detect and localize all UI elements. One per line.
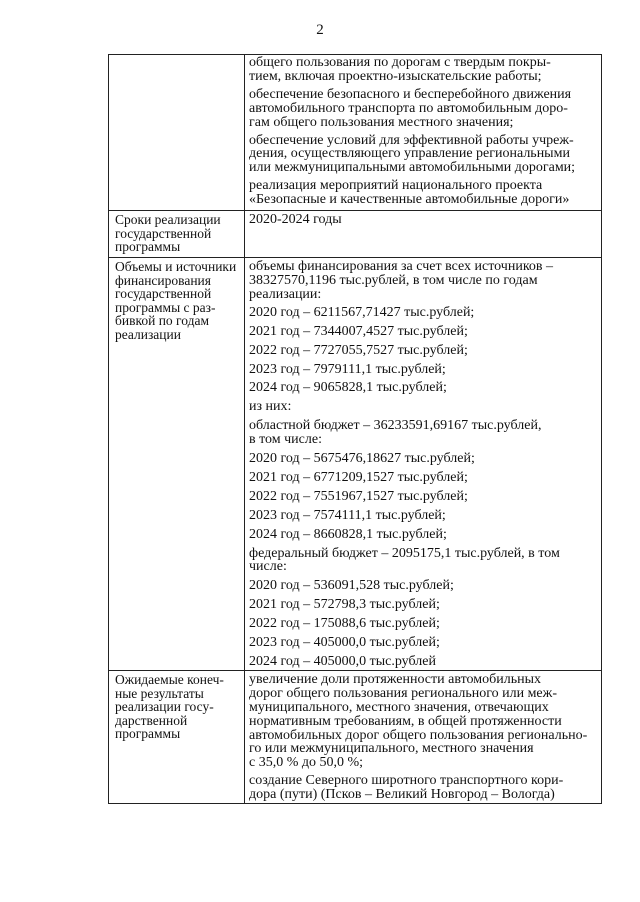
result-item: увеличение доли протяженности автомобильных дорог общего пользования регионального или меж- муниципального, местного значения, отвечающих нормативным требованиям, в общей протяженности автомобильных дорог общего пользования регионально- го или межмуниципального, местного значения с 35,0 % до 50,0 %; <box>249 671 588 771</box>
regional-year-line: 2024 год – 8660828,1 тыс.рублей; <box>249 526 447 542</box>
goal-item: обеспечение условий для эффективной работы учреж- дения, осуществляющего управление региональными или межмуниципальными автомобильными дорогами; <box>249 132 576 176</box>
regional-year-line: 2023 год – 7574111,1 тыс.рублей; <box>249 507 446 523</box>
regional-year-line: 2020 год – 5675476,18627 тыс.рублей; <box>249 451 475 467</box>
goal-item: общего пользования по дорогам с твердым покры- тием, включая проектно-изыскательские работы; <box>249 55 551 84</box>
regional-year-line: 2021 год – 6771209,1527 тыс.рублей; <box>249 469 468 485</box>
federal-year-line: 2024 год – 405000,0 тыс.рублей <box>249 654 436 669</box>
regional-budget-intro: областной бюджет – 36233591,69167 тыс.рублей, в том числе: <box>249 418 542 448</box>
period-value: 2020-2024 годы <box>249 212 342 228</box>
funding-label: Объемы и источники финансирования государственной программы с раз- бивкой по годам реализации <box>115 259 237 343</box>
row-label-cell <box>109 55 245 211</box>
row-label-cell <box>109 258 245 671</box>
funding-year-line: 2022 год – 7727055,7527 тыс.рублей; <box>249 342 468 358</box>
table-row-period <box>109 211 602 258</box>
row-content-cell <box>245 55 602 211</box>
funding-total-intro: объемы финансирования за счет всех источников – 38327570,1196 тыс.рублей, в том числе по годам реализации: <box>249 259 554 302</box>
federal-year-line: 2021 год – 572798,3 тыс.рублей; <box>249 597 440 613</box>
row-label-cell <box>109 211 245 258</box>
passport-table <box>108 54 602 804</box>
funding-year-line: 2020 год – 6211567,71427 тыс.рублей; <box>249 304 475 320</box>
result-item: создание Северного широтного транспортного кори- дора (пути) (Псков – Великий Новгород – Вологда) <box>249 773 564 803</box>
period-label: Сроки реализации государственной программы <box>115 212 221 255</box>
table-row-funding <box>109 258 602 671</box>
funding-year-line: 2023 год – 7979111,1 тыс.рублей; <box>249 361 446 377</box>
federal-year-line: 2020 год – 536091,528 тыс.рублей; <box>249 578 454 594</box>
table-row-results <box>109 670 602 803</box>
row-content-cell <box>245 211 602 258</box>
row-label-cell <box>109 670 245 803</box>
results-label: Ожидаемые конеч- ные результаты реализации госу- дарственной программы <box>115 671 224 742</box>
row-content-cell <box>245 258 602 671</box>
table-row-continued <box>109 55 602 211</box>
funding-year-line: 2024 год – 9065828,1 тыс.рублей; <box>249 380 447 396</box>
federal-year-line: 2023 год – 405000,0 тыс.рублей; <box>249 635 440 651</box>
row-label <box>109 55 244 57</box>
goal-item: обеспечение безопасного и бесперебойного движения автомобильного транспорта по автомобильным доро- гам общего пользования местного значения; <box>249 86 572 130</box>
goal-item: реализация мероприятий национального проекта «Безопасные и качественные автомобильные дороги» <box>249 178 570 208</box>
regional-year-line: 2022 год – 7551967,1527 тыс.рублей; <box>249 488 468 504</box>
page-number: 2 <box>316 22 324 38</box>
federal-year-line: 2022 год – 175088,6 тыс.рублей; <box>249 616 440 632</box>
funding-of-which: из них: <box>249 399 292 415</box>
federal-budget-intro: федеральный бюджет – 2095175,1 тыс.рублей, в том числе: <box>249 545 560 575</box>
row-content-cell <box>245 670 602 803</box>
funding-year-line: 2021 год – 7344007,4527 тыс.рублей; <box>249 323 468 339</box>
